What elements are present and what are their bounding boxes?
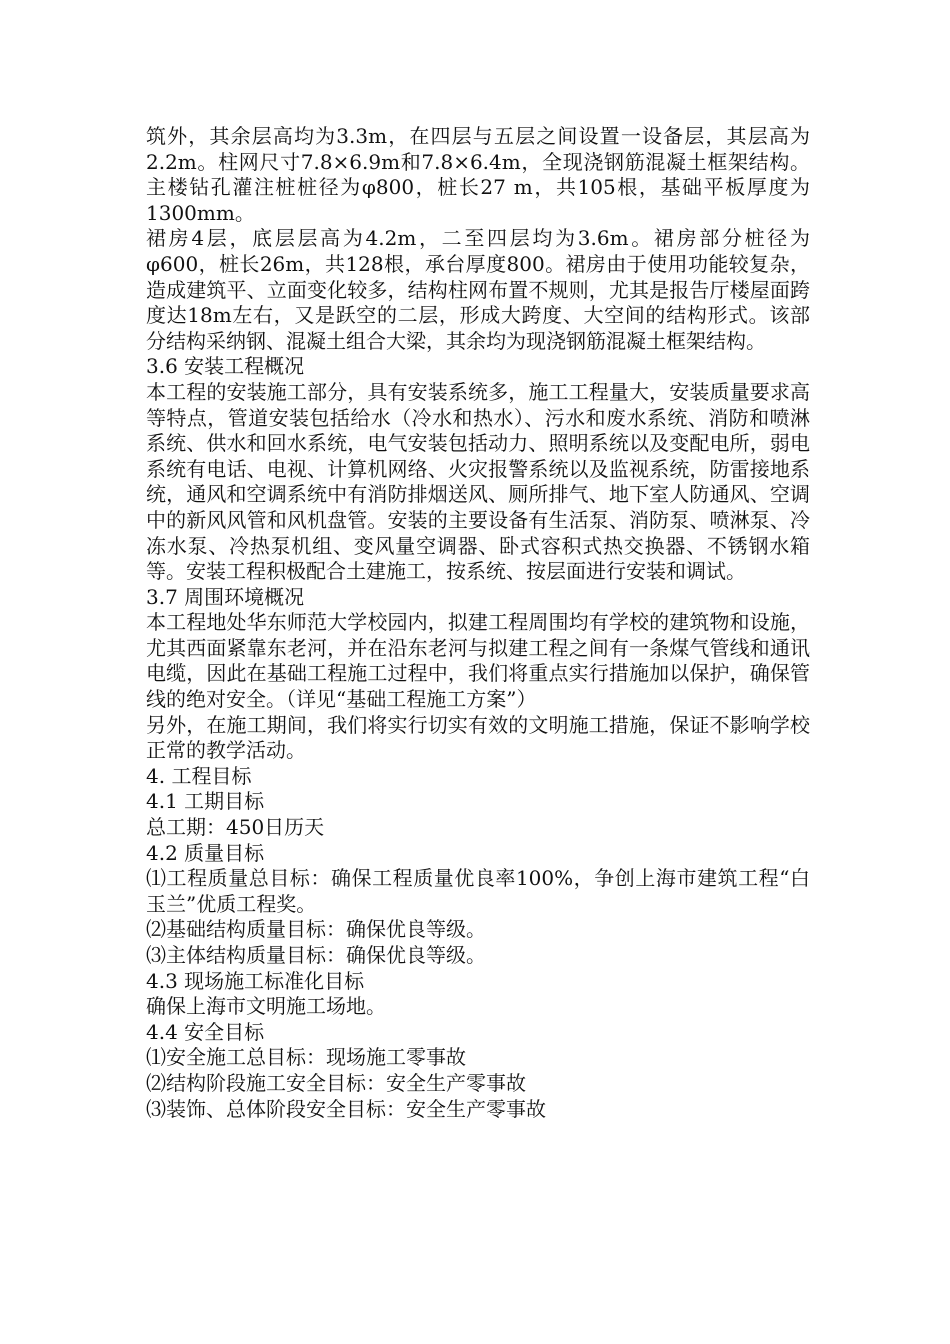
- list-item-safety-3: ⑶装饰、总体阶段安全目标：安全生产零事故: [146, 1096, 546, 1121]
- heading-4-2: 4.2 质量目标: [146, 840, 265, 865]
- heading-4-3: 4.3 现场施工标准化目标: [146, 968, 365, 993]
- heading-4-4: 4.4 安全目标: [146, 1019, 265, 1044]
- heading-4: 4. 工程目标: [146, 763, 252, 788]
- paragraph-installation: 本工程的安装施工部分，具有安装系统多，施工工程量大，安装质量要求高等特点，管道安装包括给水（冷水和热水）、污水和废水系统、消防和喷淋系统、供水和回水系统，电气安装包括动力、照明系统以及变配电所，弱电系统有电话、电视、计算机网络、火灾报警系统以及监视系统，防雷接地系统，通风和空调系统中有消防排烟送风、厕所排气、地下室人防通风、空调中的新风风管和风机盘管。安装的主要设备有生活泵、消防泵、喷淋泵、冷冻水泵、冷热泵机组、变风量空调器、卧式容积式热交换器、不锈钢水箱等。安装工程积极配合土建施工，按系统、按层面进行安装和调试。: [146, 379, 810, 584]
- heading-4-1: 4.1 工期目标: [146, 789, 265, 814]
- paragraph-standardization: 确保上海市文明施工场地。: [146, 994, 386, 1019]
- paragraph-civilized-construction: 另外，在施工期间，我们将实行切实有效的文明施工措施，保证不影响学校正常的教学活动。: [146, 712, 810, 763]
- heading-3-7: 3.7 周围环境概况: [146, 584, 305, 609]
- list-item-quality-3: ⑶主体结构质量目标：确保优良等级。: [146, 943, 486, 967]
- list-item-safety-1: ⑴安全施工总目标：现场施工零事故: [146, 1045, 466, 1070]
- paragraph-environment: 本工程地处华东师范大学校园内，拟建工程周围均有学校的建筑物和设施，尤其西面紧靠东老河，并在沿东老河与拟建工程之间有一条煤气管线和通讯电缆，因此在基础工程施工过程中，我们将重点实行措施加以保护，确保管线的绝对安全。（详见“基础工程施工方案”）: [146, 610, 810, 712]
- paragraph-podium: 裙房4层，底层层高为4.2m，二至四层均为3.6m。裙房部分桩径为φ600，桩长26m，共128根，承台厚度800。裙房由于使用功能较复杂，造成建筑平、立面变化较多，结构柱网布置不规则，尤其是报告厅楼屋面跨度达18m左右，又是跃空的二层，形成大跨度、大空间的结构形式。该部分结构采纳钢、混凝土组合大梁，其余均为现浇钢筋混凝土框架结构。: [146, 226, 810, 353]
- paragraph-main-building: 筑外，其余层高均为3.3m，在四层与五层之间设置一设备层，其层高为2.2m。柱网尺寸7.8×6.9m和7.8×6.4m，全现浇钢筋混凝土框架结构。主楼钻孔灌注桩桩径为φ800，桩长27 m，共105根，基础平板厚度为1300mm。: [146, 124, 810, 225]
- paragraph-total-duration: 总工期：450日历天: [146, 815, 325, 840]
- document-body: [146, 124, 810, 1122]
- list-item-quality-2: ⑵基础结构质量目标：确保优良等级。: [146, 917, 486, 942]
- list-item-quality-1: ⑴工程质量总目标：确保工程质量优良率100%，争创上海市建筑工程“白玉兰”优质工程奖。: [146, 866, 810, 916]
- list-item-safety-2: ⑵结构阶段施工安全目标：安全生产零事故: [146, 1070, 526, 1095]
- heading-3-6: 3.6 安装工程概况: [146, 354, 305, 379]
